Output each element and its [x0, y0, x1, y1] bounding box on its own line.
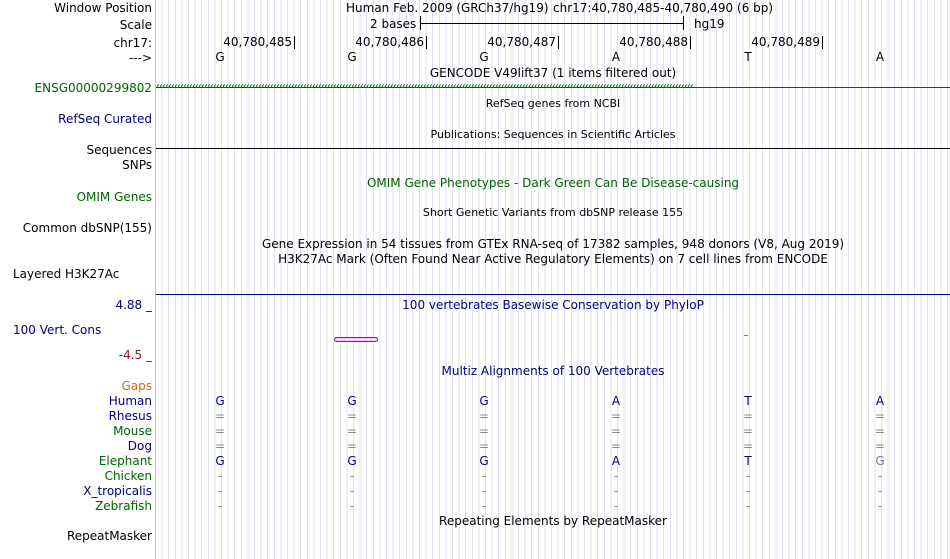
alignment-base: = [742, 439, 754, 453]
alignment-base: - [877, 499, 883, 513]
alignment-base: = [346, 424, 358, 438]
phylop-score-tick [744, 335, 748, 336]
phylop-min-label: -4.5 _ [118, 348, 152, 362]
assembly-title: Human Feb. 2009 (GRCh37/hg19) [346, 1, 549, 15]
alignment-base: - [613, 469, 619, 483]
alignment-base: - [481, 469, 487, 483]
reference-base: G [215, 50, 225, 64]
alignment-base: - [217, 469, 223, 483]
alignment-base: = [874, 409, 886, 423]
alignment-base: G [479, 394, 489, 408]
reference-base: A [875, 50, 885, 64]
alignment-base: = [874, 439, 886, 453]
coordinate-label: 40,780,489 [750, 36, 823, 49]
scale-label: Scale [119, 18, 152, 32]
alignment-base: T [744, 454, 752, 468]
alignment-base: = [478, 424, 490, 438]
repeatmasker-track-label[interactable]: RepeatMasker [66, 529, 152, 543]
alignment-base: G [347, 454, 357, 468]
alignment-base: = [214, 439, 226, 453]
dbsnp-track-label[interactable]: Common dbSNP(155) [22, 221, 152, 235]
alignment-base: T [744, 394, 752, 408]
publications-track-title[interactable]: Publications: Sequences in Scientific Articles [430, 128, 676, 141]
alignment-base: = [478, 439, 490, 453]
gencode-item-label[interactable]: ENSG00000299802 [34, 81, 152, 95]
alignment-base: = [214, 409, 226, 423]
alignment-base: - [877, 469, 883, 483]
alignment-base: G [347, 394, 357, 408]
coordinate-label: 40,780,488 [618, 36, 691, 49]
alignment-base: = [478, 409, 490, 423]
alignment-base: = [346, 439, 358, 453]
species-label[interactable]: Elephant [98, 454, 152, 468]
refseq-track-title[interactable]: RefSeq genes from NCBI [485, 97, 621, 110]
gtex-track-title[interactable]: Gene Expression in 54 tissues from GTEx RNA-seq of 17382 samples, 948 donors (V8, Aug 2019) [261, 237, 845, 251]
publications-track-label[interactable]: Sequences [86, 143, 152, 157]
alignment-base: A [611, 454, 621, 468]
reference-base: T [744, 50, 752, 64]
alignment-base: - [877, 484, 883, 498]
species-label[interactable]: Rhesus [108, 409, 152, 423]
alignment-base: - [349, 499, 355, 513]
phylop-track-label[interactable]: 100 Vert. Cons [13, 323, 102, 337]
browser-track-area[interactable] [156, 0, 950, 559]
coordinate-label: 40,780,487 [486, 36, 559, 49]
coordinate-label: 40,780,485 [222, 36, 295, 49]
alignment-base: - [217, 484, 223, 498]
phylop-top-line [156, 294, 950, 295]
phylop-score-bar [334, 337, 378, 342]
alignment-base: - [349, 484, 355, 498]
scale-bar [420, 16, 684, 30]
species-label[interactable]: Mouse [113, 424, 152, 438]
h3k27ac-track-title[interactable]: H3K27Ac Mark (Often Found Near Active Regulatory Elements) on 7 cell lines from ENCODE [278, 252, 828, 266]
dbsnp-track-title[interactable]: Short Genetic Variants from dbSNP release 155 [422, 206, 684, 219]
alignment-base: - [349, 469, 355, 483]
coordinate-label: 40,780,486 [354, 36, 427, 49]
alignment-base: = [346, 409, 358, 423]
chrom-label: chr17: [113, 36, 152, 50]
alignment-base: = [742, 409, 754, 423]
window-position-label: Window Position [54, 1, 152, 15]
alignment-base: - [481, 484, 487, 498]
snps-track-label[interactable]: SNPs [122, 158, 152, 172]
omim-track-label[interactable]: OMIM Genes [76, 190, 152, 204]
phylop-max-label: 4.88 _ [115, 298, 152, 312]
publications-line [156, 148, 950, 149]
alignment-base: - [217, 499, 223, 513]
repeatmasker-track-title[interactable]: Repeating Elements by RepeatMasker [439, 514, 667, 528]
reference-base: G [479, 50, 489, 64]
alignment-base: = [610, 424, 622, 438]
alignment-base: A [611, 394, 621, 408]
alignment-base: A [875, 394, 885, 408]
alignment-base: G [215, 394, 225, 408]
alignment-base: - [745, 499, 751, 513]
alignment-base: = [214, 424, 226, 438]
h3k27ac-track-label[interactable]: Layered H3K27Ac [13, 267, 120, 281]
alignment-base: - [745, 484, 751, 498]
alignment-base: = [610, 409, 622, 423]
track-label-column [0, 0, 156, 559]
alignment-base: - [613, 484, 619, 498]
multiz-track-title[interactable]: Multiz Alignments of 100 Vertebrates [441, 364, 665, 378]
refseq-track-label[interactable]: RefSeq Curated [58, 112, 152, 126]
db-name: hg19 [694, 17, 725, 31]
alignment-base: G [875, 454, 885, 468]
alignment-base: - [481, 499, 487, 513]
alignment-base: = [610, 439, 622, 453]
alignment-base: - [745, 469, 751, 483]
species-label[interactable]: Zebrafish [95, 499, 152, 513]
gencode-line [156, 87, 950, 88]
scale-text: 2 bases [370, 17, 417, 31]
species-label[interactable]: X_tropicalis [83, 484, 152, 498]
alignment-base: G [479, 454, 489, 468]
alignment-base: = [742, 424, 754, 438]
gaps-label: Gaps [121, 379, 152, 393]
reference-base: G [347, 50, 357, 64]
alignment-base: = [874, 424, 886, 438]
position-range: chr17:40,780,485-40,780,490 (6 bp) [553, 1, 774, 15]
species-label[interactable]: Chicken [104, 469, 152, 483]
omim-track-title[interactable]: OMIM Gene Phenotypes - Dark Green Can Be Disease-causing [366, 176, 740, 190]
alignment-base: - [613, 499, 619, 513]
gencode-gene-line[interactable]: ‹‹‹‹‹‹‹‹‹‹‹‹‹‹‹‹‹‹‹‹‹‹‹‹‹‹‹‹‹‹‹‹‹‹‹‹‹‹‹‹‹‹‹‹‹‹‹‹‹‹‹‹‹‹‹‹‹‹‹‹‹‹‹‹‹‹‹‹‹‹‹‹‹‹‹‹‹‹‹‹‹‹‹‹‹‹‹‹‹‹‹‹‹‹‹‹‹‹‹‹‹‹‹‹‹‹‹‹‹‹‹‹‹‹‹‹‹‹‹‹‹‹‹‹‹‹‹‹‹‹‹‹‹‹‹‹‹‹‹‹‹‹‹‹‹‹‹‹‹‹‹‹‹‹‹‹‹‹‹‹‹‹‹‹‹‹‹‹‹‹‹‹‹‹‹‹‹‹‹ [156, 81, 693, 92]
phylop-track-title[interactable]: 100 vertebrates Basewise Conservation by PhyloP [402, 298, 704, 312]
species-label[interactable]: Dog [127, 439, 152, 453]
gencode-track-title[interactable]: GENCODE V49lift37 (1 items filtered out) [429, 66, 677, 80]
strand-label: ---> [128, 51, 152, 65]
alignment-base: G [215, 454, 225, 468]
species-label[interactable]: Human [108, 394, 152, 408]
reference-base: A [611, 50, 621, 64]
